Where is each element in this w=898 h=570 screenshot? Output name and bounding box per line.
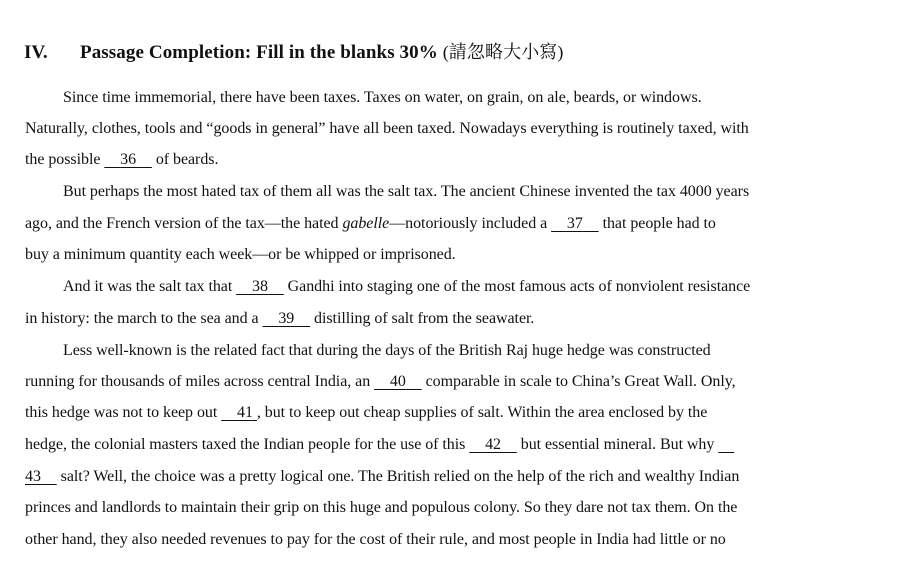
- blank-43[interactable]: 43: [25, 468, 41, 485]
- passage-line: buy a minimum quantity each week—or be whipped or imprisoned.: [25, 246, 456, 263]
- passage-line: other hand, they also needed revenues to pay for the cost of their rule, and most people in India had little or no: [25, 531, 726, 548]
- passage-line: 43 salt? Well, the choice was a pretty logical one. The British relied on the help of the rich and wealthy Indian: [25, 468, 740, 485]
- passage-line: Less well-known is the related fact that during the days of the British Raj huge hedge was constructed: [63, 342, 711, 359]
- passage-line: running for thousands of miles across central India, an 40 comparable in scale to China’s Great Wall. Only,: [25, 373, 736, 390]
- section-number: IV.: [24, 42, 48, 63]
- passage-line: Naturally, clothes, tools and “goods in general” have all been taxed. Nowadays everything is routinely taxed, with: [25, 120, 749, 137]
- section-heading: [24, 38, 564, 64]
- blank-37[interactable]: 37: [566, 215, 583, 232]
- passage-line: princes and landlords to maintain their grip on this huge and populous colony. So they dare not tax them. On the: [25, 499, 738, 516]
- blank-39[interactable]: 39: [278, 310, 295, 327]
- passage-line: this hedge was not to keep out 41 , but to keep out cheap supplies of salt. Within the area enclosed by the: [25, 404, 708, 421]
- passage-line: the possible 36 of beards.: [25, 151, 219, 168]
- section-title: Passage Completion: Fill in the blanks 30%: [80, 42, 438, 63]
- italic-term: gabelle: [342, 215, 390, 232]
- passage-line: And it was the salt tax that 38 Gandhi into staging one of the most famous acts of nonviolent resistance: [63, 278, 751, 295]
- blank-43-start[interactable]: [718, 435, 734, 455]
- blank-41[interactable]: 41: [237, 404, 253, 421]
- passage-line: Since time immemorial, there have been taxes. Taxes on water, on grain, on ale, beards, or windows.: [63, 89, 702, 106]
- blank-42[interactable]: 42: [485, 436, 501, 453]
- passage-line: in history: the march to the sea and a 39 distilling of salt from the seawater.: [25, 310, 535, 327]
- blank-38[interactable]: 38: [252, 278, 268, 295]
- blank-36[interactable]: 36: [120, 151, 137, 168]
- blank-40[interactable]: 40: [389, 373, 406, 390]
- passage-line: But perhaps the most hated tax of them all was the salt tax. The ancient Chinese invented the tax 4000 years: [63, 183, 750, 200]
- passage-line: hedge, the colonial masters taxed the Indian people for the use of this 42 but essential mineral. But why: [25, 435, 734, 455]
- passage-line: ago, and the French version of the tax—the hated gabelle—notoriously included a 37 that people had to: [25, 215, 716, 232]
- section-note: (請忽略大小寫): [442, 42, 564, 62]
